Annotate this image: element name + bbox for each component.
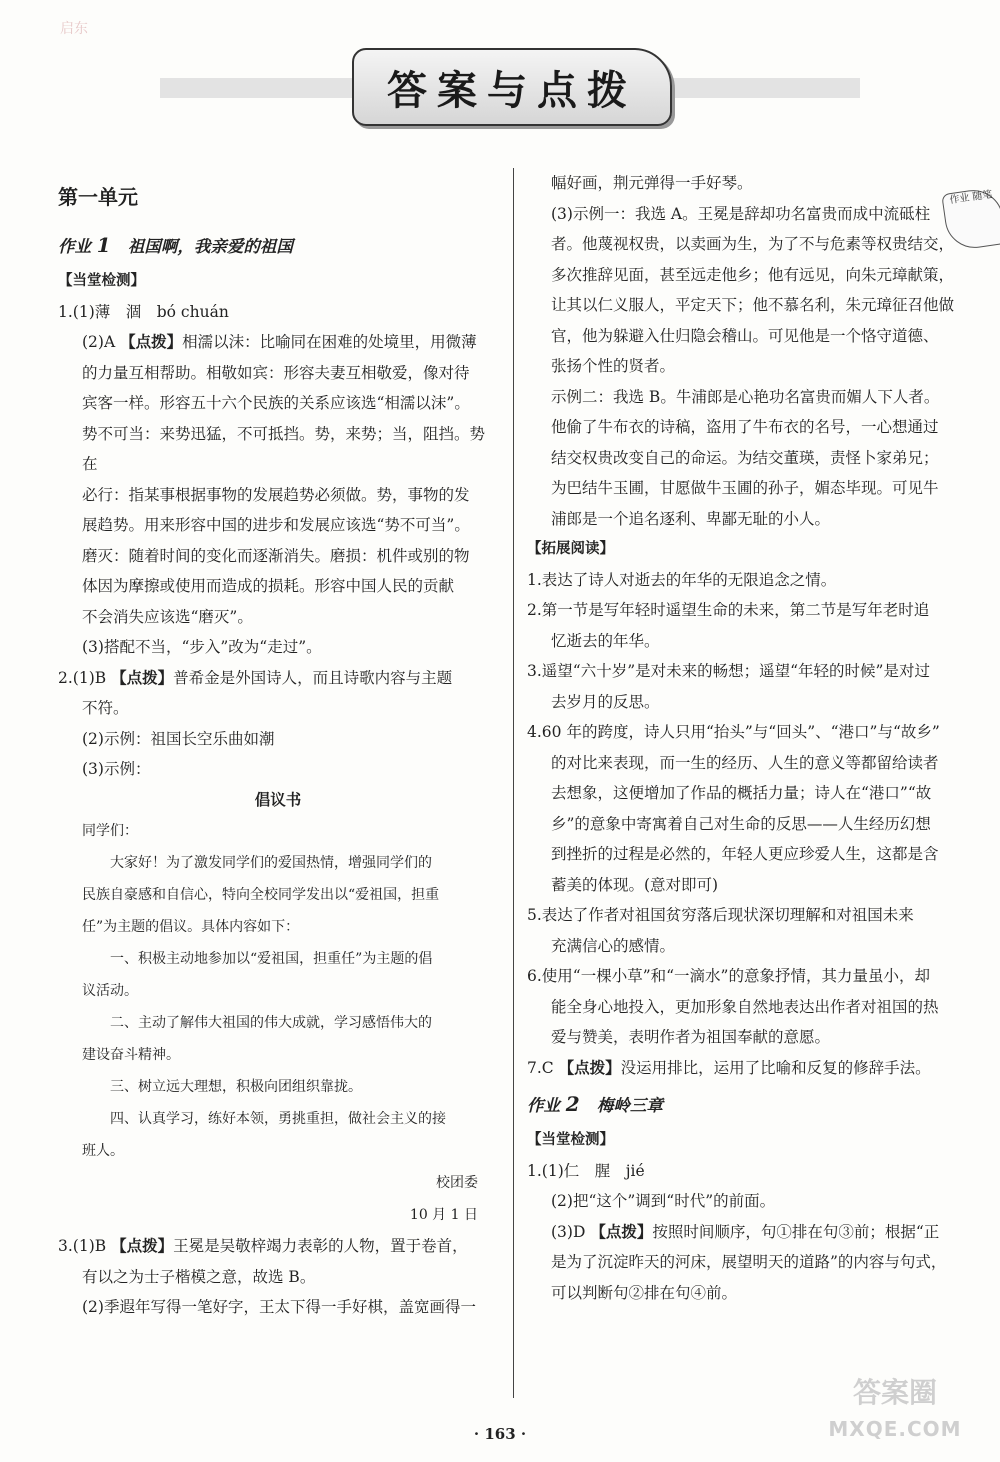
answer-line: 有以之为士子楷模之意，故选 B。 — [82, 1267, 316, 1286]
answer-line: (3)搭配不当，“步入”改为“走过”。 — [82, 638, 322, 656]
letter-paragraph: 任”为主题的倡议。具体内容如下： — [82, 919, 300, 935]
letter-paragraph: 民族自豪感和自信心，特向全校同学发出以“爱祖国，担重 — [82, 887, 440, 903]
answer-line: 宾客一样。形容五十六个民族的关系应该选“相濡以沫”。 — [82, 394, 470, 412]
answer-line: 张扬个性的贤者。 — [551, 357, 676, 375]
letter-paragraph: 班人。 — [82, 1143, 124, 1159]
answer-line: 是为了沉淀昨天的河床，展望明天的道路”的内容与句式， — [551, 1253, 947, 1271]
answer-line: 体因为摩擦或使用而造成的损耗。形容中国人民的贡献 — [82, 577, 455, 595]
answer-line: 不符。 — [82, 699, 129, 717]
answer-line: 6.使用“一棵小草”和“一滴水”的意象抒情，其力量虽小，却 — [527, 967, 930, 985]
answer-line: 他偷了牛布衣的诗稿，盗用了牛布衣的名号，一心想通过 — [551, 418, 939, 436]
answer-line: 去想象，这便增加了作品的概括力量；诗人在“港口”“故 — [551, 784, 932, 802]
answer-line: 展趋势。用来形容中国的进步和发展应该选“势不可当”。 — [82, 516, 470, 534]
letter-paragraph: 四、认真学习，练好本领，勇挑重担，做社会主义的接 — [110, 1111, 446, 1127]
column-divider — [513, 168, 514, 1398]
answer-line: 幅好画，荆元弹得一手好琴。 — [551, 174, 753, 192]
answer-line: 乡”的意象中寄寓着自己对生命的反思——人生经历幻想 — [551, 814, 931, 833]
answer-line: 能全身心地投入，更加形象自然地表达出作者对祖国的热 — [551, 997, 939, 1016]
banner-box — [352, 48, 672, 126]
letter-signature: 校团委 — [436, 1175, 478, 1191]
answer-line: 不会消失应该选“磨灭”。 — [82, 607, 253, 626]
page-number: · 163 · — [473, 1425, 527, 1443]
header-banner — [0, 40, 1000, 135]
letter-paragraph: 一、积极主动地参加以“爱祖国，担重任”为主题的倡 — [110, 951, 433, 967]
answer-line: 官，他为躲避入仕归隐会稽山。可见他是一个恪守道德、 — [551, 326, 939, 345]
letter-paragraph: 建设奋斗精神。 — [82, 1047, 180, 1063]
answer-line: 7.C 【点拨】没运用排比，运用了比喻和反复的修辞手法。 — [527, 1057, 931, 1077]
answer-line: 4.60 年的跨度，诗人只用“抬头”与“回头”、“港口”与“故乡” — [527, 723, 940, 741]
answer-line: 1.(1)薄 涸 bó chuán — [58, 302, 229, 321]
answer-line: 可以判断句②排在句④前。 — [551, 1283, 738, 1302]
section-heading: 【当堂检测】 — [527, 1132, 614, 1148]
answer-line: (2)示例：祖国长空乐曲如潮 — [82, 729, 275, 748]
answer-line: 示例二：我选 B。牛浦郎是心艳功名富贵而媚人下人者。 — [551, 387, 940, 406]
answer-line: (3)D 【点拨】按照时间顺序，句①排在句③前；根据“正 — [551, 1221, 940, 1241]
answer-line: 到挫折的过程是必然的，年轻人更应珍爱人生，这都是含 — [551, 845, 939, 863]
section-heading: 【拓展阅读】 — [527, 541, 614, 557]
hw-title: 梅岭三章 — [596, 1096, 663, 1115]
answer-line: 的力量互相帮助。相敬如宾：形容夫妻互相敬爱，像对待 — [82, 363, 470, 382]
answer-line: 2.第一节是写年轻时遥望生命的未来，第二节是写年老时追 — [527, 601, 930, 619]
letter-paragraph: 三、树立远大理想，积极向团组织靠拢。 — [110, 1079, 362, 1095]
answer-line: 充满信心的感情。 — [551, 936, 676, 955]
answer-line: 多次推辞见面，甚至远走他乡；他有远见，向朱元璋献策， — [551, 265, 955, 284]
letter-greeting: 同学们： — [82, 823, 138, 839]
banner-stripe-right — [665, 78, 860, 98]
homework-stamp: 作业 随笔 — [941, 186, 1000, 252]
answer-line: 必行：指某事根据事物的发展趋势必须做。势，事物的发 — [82, 485, 470, 504]
answer-line: (3)示例一：我选 A。王冕是辞却功名富贵而成中流砥柱 — [551, 204, 931, 223]
watermark-url: MXQE.COM — [828, 1417, 962, 1441]
letter-title: 倡议书 — [254, 789, 302, 809]
answer-line: 蓄美的体现。(意对即可) — [551, 875, 719, 894]
answer-line: 去岁月的反思。 — [551, 692, 660, 711]
answer-line: 1.(1)仁 腥 jié — [527, 1161, 645, 1180]
answer-line: 1.表达了诗人对逝去的年华的无限追念之情。 — [527, 570, 837, 589]
letter-date: 10 月 1 日 — [409, 1207, 478, 1223]
left-column — [58, 168, 498, 1323]
letter-paragraph: 大家好！为了激发同学们的爱国热情，增强同学们的 — [110, 855, 432, 871]
hw-prefix: 作业 — [58, 237, 91, 256]
answer-line: 3.遥望“六十岁”是对未来的畅想；遥望“年轻的时候”是对过 — [527, 662, 930, 680]
watermark-main: 答案圈 — [852, 1376, 937, 1409]
section-heading: 【当堂检测】 — [58, 273, 145, 289]
answer-line: (3)示例： — [82, 760, 151, 778]
banner-title: 答案与点拨 — [387, 67, 637, 114]
answer-line: 2.(1)B 【点拨】普希金是外国诗人，而且诗歌内容与主题 — [58, 667, 453, 687]
homework-heading — [58, 228, 498, 264]
answer-line: (2)季遐年写得一笔好字，王太下得一手好棋，盖宽画得一 — [82, 1298, 476, 1316]
hw-number: 2 — [565, 1092, 580, 1116]
answer-line: (2)把“这个”调到“时代”的前面。 — [551, 1192, 776, 1210]
right-column — [527, 168, 969, 1308]
answer-line: 让其以仁义服人，平定天下；他不慕名利，朱元璋征召他做 — [551, 296, 955, 314]
faint-logo: 启东 — [60, 21, 88, 37]
answer-line: 忆逝去的年华。 — [551, 631, 660, 650]
answer-line: 5.表达了作者对祖国贫穷落后现状深切理解和对祖国未来 — [527, 906, 914, 924]
answer-line: 3.(1)B 【点拨】王冕是吴敬梓竭力表彰的人物，置于卷首， — [58, 1236, 468, 1255]
unit-title: 第一单元 — [58, 185, 138, 209]
banner-stripe-left — [160, 78, 360, 98]
watermark — [800, 1375, 990, 1455]
answer-line: 磨灭：随着时间的变化而逐渐消失。磨损：机件或别的物 — [82, 546, 470, 565]
letter-paragraph: 议活动。 — [82, 983, 138, 999]
answer-line: 势不可当：来势迅猛，不可抵挡。势，来势；当，阻挡。势在 — [82, 424, 486, 473]
answer-line: 为巴结牛玉圃，甘愿做牛玉圃的孙子，媚态毕现。可见牛 — [551, 479, 939, 497]
answer-line: 结交权贵改变自己的命运。为结交董瑛，责怪卜家弟兄； — [551, 448, 939, 467]
answer-line: 浦郎是一个追名逐利、卑鄙无耻的小人。 — [551, 509, 831, 528]
letter-paragraph: 二、主动了解伟大祖国的伟大成就，学习感悟伟大的 — [110, 1015, 432, 1031]
answer-line: 的对比来表现，而一生的经历、人生的意义等都留给读者 — [551, 753, 939, 772]
answer-line: 者。他蔑视权贵，以卖画为生，为了不与危素等权贵结交， — [551, 235, 955, 253]
homework-heading — [527, 1087, 969, 1123]
hw-title: 祖国啊，我亲爱的祖国 — [127, 237, 293, 256]
answer-line: 爱与赞美，表明作者为祖国奉献的意愿。 — [551, 1028, 831, 1046]
answer-line: (2)A 【点拨】相濡以沫：比喻同在困难的处境里，用微薄 — [82, 332, 477, 351]
hw-number: 1 — [96, 233, 111, 257]
hw-prefix: 作业 — [527, 1096, 560, 1115]
